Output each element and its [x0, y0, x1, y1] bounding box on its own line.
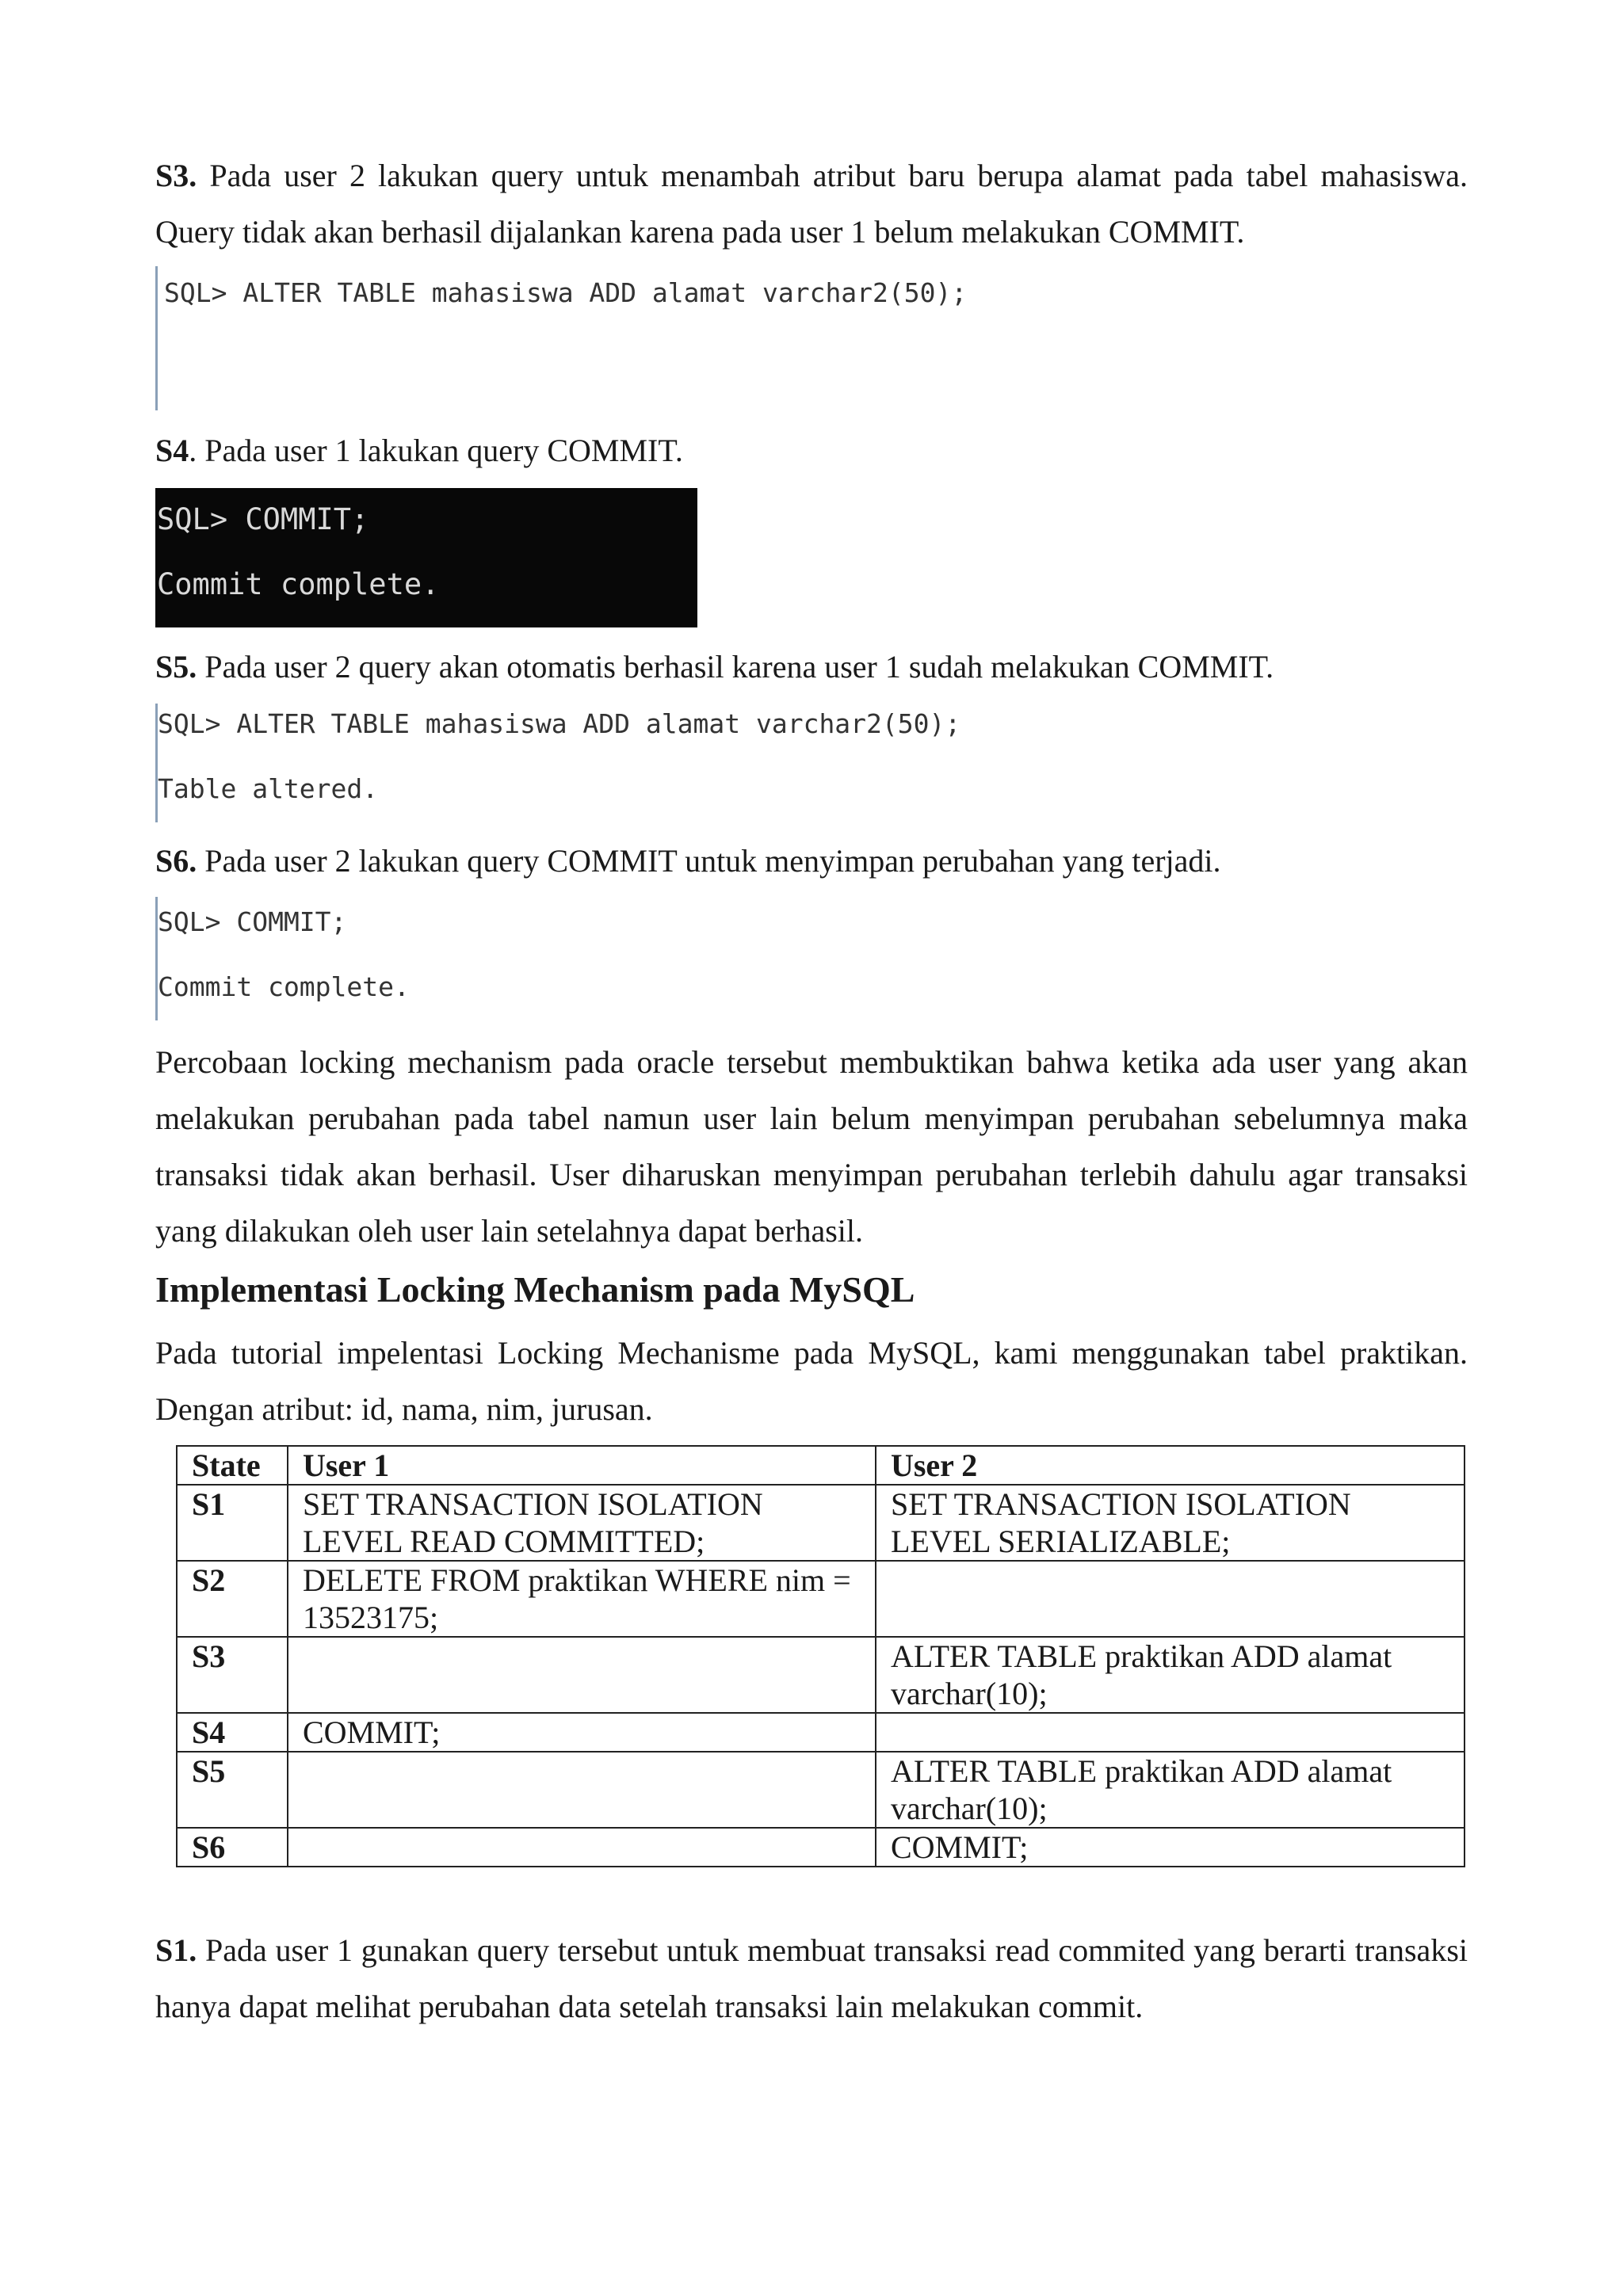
intro-paragraph: Pada tutorial impelentasi Locking Mechanisme pada MySQL, kami menggunakan tabel praktikan. Dengan atribut: id, nama, nim, jurusan. — [155, 1335, 1468, 1427]
s3-text: Pada user 2 lakukan query untuk menambah atribut baru berupa alamat pada tabel mahasiswa. Query tidak akan berhasil dijalankan karena pada user 1 belum melakukan COMMIT. — [155, 158, 1468, 250]
table-row — [177, 1485, 1465, 1561]
s5-paragraph — [155, 639, 1468, 695]
state-cell: S1 — [177, 1485, 288, 1561]
header-user-2: User 2 — [876, 1446, 1465, 1485]
user-1-cell — [288, 1828, 876, 1867]
user-2-cell — [876, 1561, 1465, 1637]
s5-text: Pada user 2 query akan otomatis berhasil karena user 1 sudah melakukan COMMIT. — [197, 649, 1274, 685]
s5-code-block — [155, 704, 1034, 822]
user-1-cell: COMMIT; — [288, 1713, 876, 1752]
state-cell: S6 — [177, 1828, 288, 1867]
header-state: State — [177, 1446, 288, 1485]
user-2-cell — [876, 1713, 1465, 1752]
table-row — [177, 1561, 1465, 1637]
s4-terminal — [155, 488, 697, 627]
s6-code-line-1: SQL> COMMIT; — [158, 906, 347, 937]
s4-text: . Pada user 1 lakukan query COMMIT. — [189, 433, 683, 468]
s5-code-line-1: SQL> ALTER TABLE mahasiswa ADD alamat varchar2(50); — [158, 708, 961, 739]
state-cell: S4 — [177, 1713, 288, 1752]
conclusion-paragraph: Percobaan locking mechanism pada oracle tersebut membuktikan bahwa ketika ada user yang akan melakukan perubahan pada tabel namun user lain belum menyimpan perubahan sebelumnya maka transaksi tidak akan berhasil. User diharuskan menyimpan perubahan terlebih dahulu agar transaksi yang dilakukan oleh user lain setelahnya dapat berhasil. — [155, 1044, 1468, 1249]
s4-code-line-2: Commit complete. — [157, 567, 440, 601]
table-row — [177, 1713, 1465, 1752]
section-heading: Implementasi Locking Mechanism pada MySQL — [155, 1269, 915, 1310]
s1-paragraph — [155, 1922, 1468, 2035]
s3-paragraph — [155, 147, 1468, 260]
s3-code-line: SQL> ALTER TABLE mahasiswa ADD alamat varchar2(50); — [164, 277, 968, 308]
s6-label: S6. — [155, 843, 197, 879]
s6-text: Pada user 2 lakukan query COMMIT untuk menyimpan perubahan yang terjadi. — [197, 843, 1221, 879]
s4-label: S4 — [155, 433, 189, 468]
user-2-cell: ALTER TABLE praktikan ADD alamat varchar(10); — [876, 1752, 1465, 1828]
s3-code-block — [155, 266, 1034, 410]
user-2-cell: ALTER TABLE praktikan ADD alamat varchar(10); — [876, 1637, 1465, 1713]
s4-code-line-1: SQL> COMMIT; — [157, 502, 369, 536]
user-1-cell — [288, 1637, 876, 1713]
state-table — [176, 1445, 1465, 1867]
state-cell: S2 — [177, 1561, 288, 1637]
user-1-cell: DELETE FROM praktikan WHERE nim = 13523175; — [288, 1561, 876, 1637]
state-cell: S5 — [177, 1752, 288, 1828]
table-row — [177, 1637, 1465, 1713]
s5-label: S5. — [155, 649, 197, 685]
user-2-cell: SET TRANSACTION ISOLATION LEVEL SERIALIZABLE; — [876, 1485, 1465, 1561]
user-1-cell: SET TRANSACTION ISOLATION LEVEL READ COMMITTED; — [288, 1485, 876, 1561]
table-header-row — [177, 1446, 1465, 1485]
s5-code-line-2: Table altered. — [158, 773, 379, 804]
table-row — [177, 1828, 1465, 1867]
s6-code-block — [155, 897, 559, 1020]
user-1-cell — [288, 1752, 876, 1828]
s1-text: Pada user 1 gunakan query tersebut untuk membuat transaksi read commited yang berarti transaksi hanya dapat melihat perubahan data setelah transaksi lain melakukan commit. — [155, 1932, 1468, 2024]
s4-paragraph — [155, 422, 1468, 479]
state-cell: S3 — [177, 1637, 288, 1713]
header-user-1: User 1 — [288, 1446, 876, 1485]
s6-paragraph — [155, 833, 1468, 889]
s6-code-line-2: Commit complete. — [158, 971, 410, 1002]
s3-label: S3. — [155, 158, 197, 193]
table-row — [177, 1752, 1465, 1828]
user-2-cell: COMMIT; — [876, 1828, 1465, 1867]
s1-label: S1. — [155, 1932, 197, 1968]
